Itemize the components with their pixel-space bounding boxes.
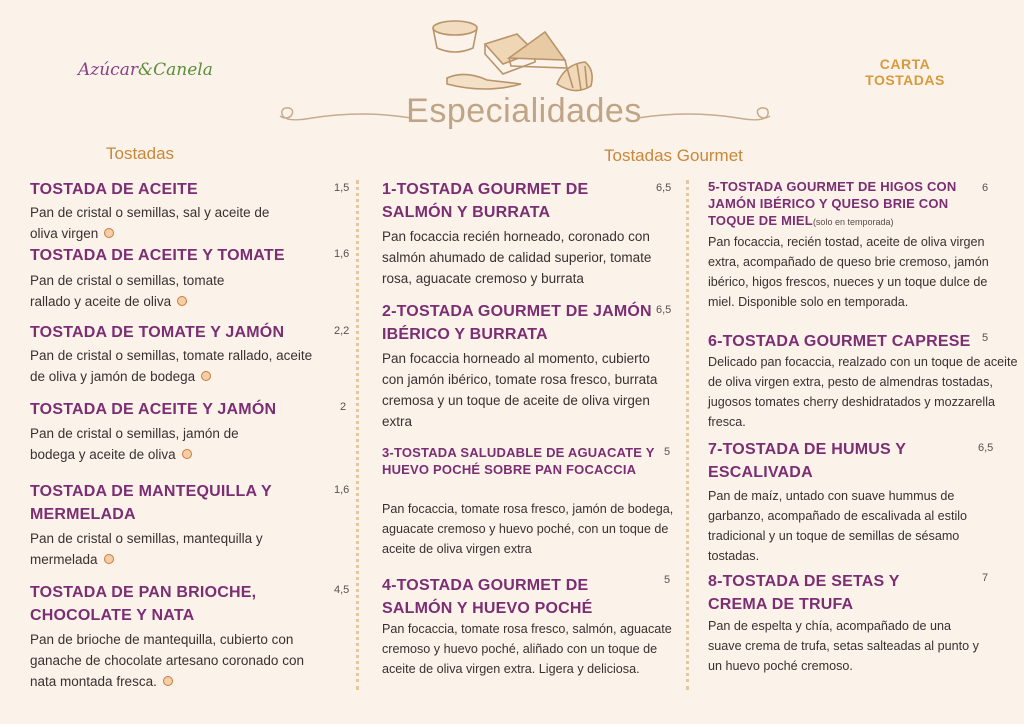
carta-label <box>840 56 970 88</box>
seasonal-note: (solo en temporada) <box>812 217 894 227</box>
item-name: 5-TOSTADA GOURMET DE HIGOS CON JAMÓN IBÉRICO Y QUESO BRIE CON TOQUE DE MIEL(solo en temporada) <box>708 179 957 228</box>
item-description: Pan focaccia recién horneado, coronado con salmón ahumado de calidad superior, tomate rosa, aguacate cremoso y burrata <box>382 229 652 286</box>
item-price: 1,6 <box>334 484 350 496</box>
item-name: TOSTADA DE ACEITE Y TOMATE <box>30 247 285 264</box>
title-flourish-right <box>636 104 778 134</box>
section-title-gourmet: Tostadas Gourmet <box>604 146 743 165</box>
item-description: Pan de cristal o semillas, mantequilla y mermelada <box>30 531 263 567</box>
carta-line-1: CARTA <box>879 56 931 72</box>
item-name: TOSTADA DE PAN BRIOCHE, CHOCOLATE Y NATA <box>30 584 257 624</box>
item-price: 6 <box>982 182 989 194</box>
logo-text-canela: Canela <box>153 60 213 80</box>
page-title: Especialidades <box>406 92 642 130</box>
item-description: Pan focaccia horneado al momento, cubierto con jamón ibérico, tomate rosa fresco, burrata cremosa y un toque de aceite de oliva virgen extra <box>382 351 658 429</box>
vegetarian-icon <box>104 554 114 564</box>
item-name: 6-TOSTADA GOURMET CAPRESE <box>708 333 971 350</box>
item-description: Pan de maíz, untado con suave hummus de garbanzo, acompañado de escalivada al estilo tradicional y un toque de semillas de sésamo tostadas. <box>708 489 968 563</box>
item-name: 2-TOSTADA GOURMET DE JAMÓN IBÉRICO Y BURRATA <box>382 303 652 343</box>
item-description: Pan de cristal o semillas, tomate rallado y aceite de oliva <box>30 273 225 309</box>
item-description: Pan de cristal o semillas, jamón de bodega y aceite de oliva <box>30 426 239 462</box>
vegetarian-icon <box>201 371 211 381</box>
toast-illustration <box>425 14 600 98</box>
logo-text-azucar: Azúcar <box>78 60 138 80</box>
item-description: Delicado pan focaccia, realzado con un toque de aceite de oliva virgen extra, pesto de almendras tostadas, jugosos tomates cherry deshidratados y mozzarella fresca. <box>708 355 1018 429</box>
item-name: 8-TOSTADA DE SETAS Y CREMA DE TRUFA <box>708 573 900 613</box>
item-description: Pan de cristal o semillas, tomate rallado, aceite de oliva y jamón de bodega <box>30 348 313 384</box>
item-name: 4-TOSTADA GOURMET DE SALMÓN Y HUEVO POCHÉ <box>382 577 593 617</box>
vegetarian-icon <box>182 449 192 459</box>
vegetarian-icon <box>177 296 187 306</box>
item-description: Pan focaccia, tomate rosa fresco, jamón de bodega, aguacate cremoso y huevo poché, con un toque de aceite de oliva virgen extra <box>382 502 674 556</box>
logo-ampersand: & <box>137 60 154 80</box>
item-price: 1,6 <box>334 248 350 260</box>
vegetarian-icon <box>163 676 173 686</box>
item-name: TOSTADA DE TOMATE Y JAMÓN <box>30 324 285 341</box>
item-price: 5 <box>664 574 671 586</box>
brand-logo <box>78 60 213 80</box>
item-description: Pan focaccia, recién tostad, aceite de oliva virgen extra, acompañado de queso brie cremoso, jamón ibérico, higos frescos, nueces y un toque dulce de miel. Disponible solo en temporada. <box>708 235 989 309</box>
item-price: 2 <box>340 401 347 413</box>
item-name: TOSTADA DE MANTEQUILLA Y MERMELADA <box>30 483 272 523</box>
item-description: Pan de espelta y chía, acompañado de una suave crema de trufa, setas salteadas al punto y un huevo poché cremoso. <box>708 619 979 673</box>
item-price: 7 <box>982 572 989 584</box>
item-description: Pan de cristal o semillas, sal y aceite de oliva virgen <box>30 205 270 241</box>
item-price: 5 <box>664 446 671 458</box>
item-price: 1,5 <box>334 182 350 194</box>
title-flourish-left <box>272 104 414 134</box>
item-price: 4,5 <box>334 584 350 596</box>
item-price: 2,2 <box>334 325 350 337</box>
item-name: 3-TOSTADA SALUDABLE DE AGUACATE Y HUEVO POCHÉ SOBRE PAN FOCACCIA <box>382 445 655 477</box>
item-description: Pan de brioche de mantequilla, cubierto con ganache de chocolate artesano coronado con nata montada fresca. <box>30 632 304 689</box>
item-name: TOSTADA DE ACEITE <box>30 181 198 198</box>
column-divider-2 <box>686 180 689 690</box>
column-divider-1 <box>356 180 359 690</box>
item-price: 6,5 <box>656 182 672 194</box>
section-title-tostadas: Tostadas <box>106 144 175 163</box>
item-name: 7-TOSTADA DE HUMUS Y ESCALIVADA <box>708 441 906 481</box>
item-name: 1-TOSTADA GOURMET DE SALMÓN Y BURRATA <box>382 181 589 221</box>
item-description: Pan focaccia, tomate rosa fresco, salmón, aguacate cremoso y huevo poché, aliñado con un toque de aceite de oliva virgen extra. Ligera y deliciosa. <box>382 622 672 676</box>
item-price: 5 <box>982 332 989 344</box>
vegetarian-icon <box>104 228 114 238</box>
item-price: 6,5 <box>978 442 994 454</box>
item-name: TOSTADA DE ACEITE Y JAMÓN <box>30 401 277 418</box>
item-price: 6,5 <box>656 304 672 316</box>
carta-line-2: TOSTADAS <box>865 72 945 88</box>
